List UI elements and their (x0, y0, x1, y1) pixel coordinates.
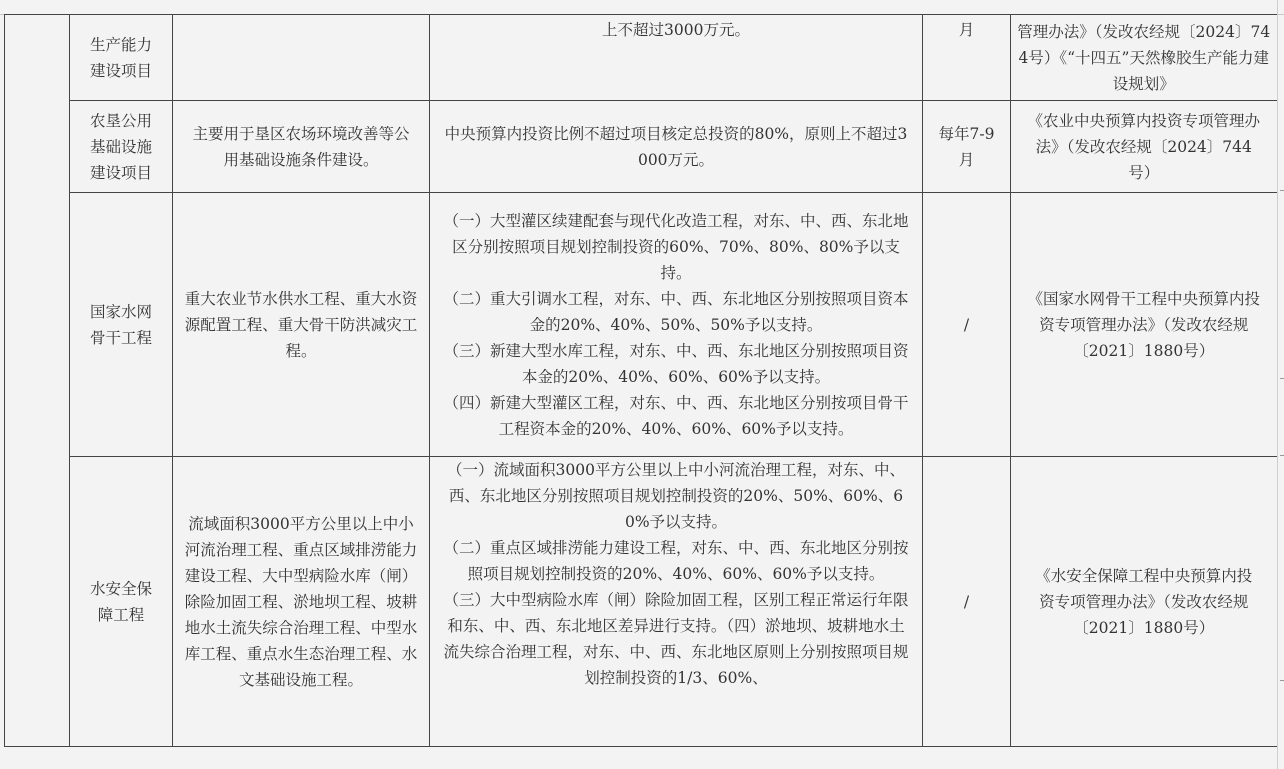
project-name-line: 建设项目 (89, 61, 152, 80)
support-paragraph: （三）新建大型水库工程，对东、中、西、东北地区分别按照项目资本金的20%、40%、60%、60%予以支持。 (443, 341, 909, 386)
margin-tick (1280, 378, 1284, 379)
project-name-line: 农垦公用 (89, 111, 152, 130)
project-name-line: 障工程 (97, 605, 145, 624)
scope-cell: 重大农业节水供水工程、重大水资源配置工程、重大骨干防洪减灾工程。 (173, 193, 430, 457)
right-margin-rule (1277, 0, 1278, 769)
support-paragraph: （三）大中型病险水库（闸）除险加固工程，区别工程正常运行年限和东、中、西、东北地区差异进行支持。（四）淤地坝、坡耕地水土流失综合治理工程，对东、中、西、东北地区原则上分别按照项目规划控制投资的1/3、60%、 (443, 591, 909, 687)
support-paragraph: （一）流域面积3000平方公里以上中小河流治理工程，对东、中、西、东北地区分别按照项目规划控制投资的20%、50%、60%、60%予以支持。 (447, 461, 905, 531)
project-name-line: 国家水网 (89, 302, 152, 321)
support-paragraph: 上不超过3000万元。 (602, 21, 750, 39)
project-name-line: 水安全保 (89, 579, 152, 598)
support-paragraph: （二）重点区域排涝能力建设工程，对东、中、西、东北地区分别按照项目规划控制投资的20%、40%、60%、60%予以支持。 (443, 539, 909, 583)
margin-tick (1280, 190, 1284, 191)
basis-cell: 管理办法》（发改农经规〔2024〕744号）《“十四五”天然橡胶生产能力建设规划》 (1011, 15, 1277, 101)
table-row (5, 101, 1277, 193)
time-cell: 月 (923, 15, 1011, 101)
support-cell (430, 193, 923, 457)
funding-table (4, 14, 1277, 747)
category-cell (5, 15, 70, 747)
support-paragraph: （一）大型灌区续建配套与现代化改造工程，对东、中、西、东北地区分别按照项目规划控制投资的60%、70%、80%、80%予以支持。 (443, 211, 909, 282)
basis-cell: 《农业中央预算内投资专项管理办法》（发改农经规〔2024〕744号） (1011, 101, 1277, 193)
project-name-cell (70, 193, 173, 457)
support-paragraph: （四）新建大型灌区工程，对东、中、西、东北地区分别按项目骨干工程资本金的20%、40%、60%、60%予以支持。 (443, 393, 909, 438)
project-name-cell (70, 101, 173, 193)
support-cell (430, 457, 923, 747)
table-row (5, 15, 1277, 101)
project-name-line: 基础设施 (89, 137, 152, 156)
basis-cell: 《国家水网骨干工程中央预算内投资专项管理办法》（发改农经规〔2021〕1880号） (1011, 193, 1277, 457)
support-paragraph: （二）重大引调水工程，对东、中、西、东北地区分别按照项目资本金的20%、40%、50%、50%予以支持。 (443, 289, 909, 334)
table-row (5, 457, 1277, 747)
project-name-line: 生产能力 (89, 35, 152, 54)
project-name-line: 建设项目 (89, 163, 152, 182)
project-name-cell (70, 15, 173, 101)
time-cell: / (923, 457, 1011, 747)
time-cell: 每年7-9月 (923, 101, 1011, 193)
support-paragraph: 中央预算内投资比例不超过项目核定总投资的80%，原则上不超过3000万元。 (444, 124, 908, 169)
table-row (5, 193, 1277, 457)
margin-tick (1280, 455, 1284, 456)
support-cell (430, 101, 923, 193)
scope-cell: 流域面积3000平方公里以上中小河流治理工程、重点区域排涝能力建设工程、大中型病险水库（闸）除险加固工程、淤地坝工程、坡耕地水土流失综合治理工程、中型水库工程、重点水生态治理工程、水文基础设施工程。 (173, 457, 430, 747)
support-cell (430, 15, 923, 101)
scope-cell (173, 15, 430, 101)
time-cell: / (923, 193, 1011, 457)
margin-tick (1280, 680, 1284, 681)
scope-cell: 主要用于垦区农场环境改善等公用基础设施条件建设。 (173, 101, 430, 193)
basis-cell: 《水安全保障工程中央预算内投资专项管理办法》（发改农经规〔2021〕1880号） (1011, 457, 1277, 747)
project-name-line: 骨干工程 (89, 328, 152, 347)
project-name-cell (70, 457, 173, 747)
